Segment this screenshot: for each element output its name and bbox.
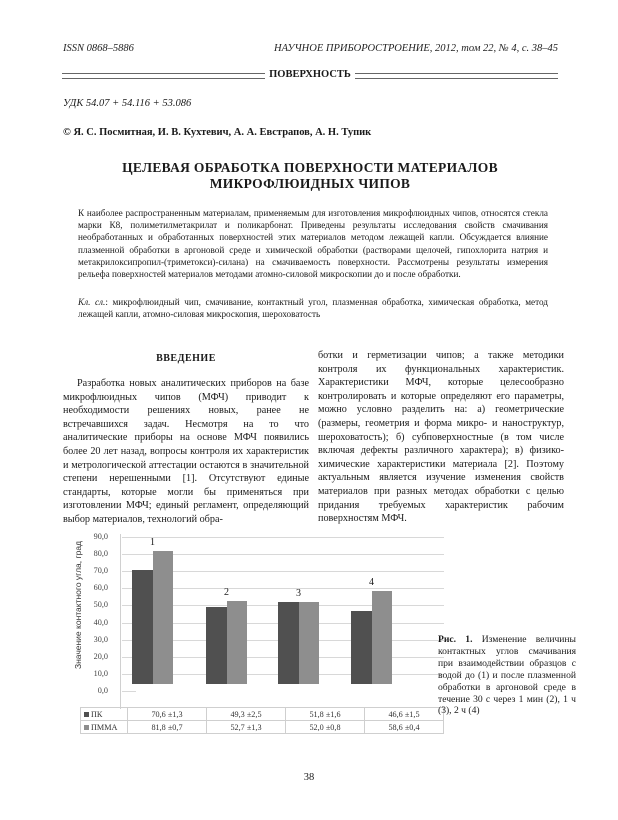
y-tick: 0,0 [97,686,108,695]
bar-pmma-4 [372,591,393,684]
gridline-zero [122,691,136,692]
legend-pmma: ПММА [81,721,128,734]
authors: © Я. С. Посмитная, И. В. Кухтевич, А. А. Евстрапов, А. Н. Тупик [63,127,372,138]
y-axis-label: Значение контактного угла, град [73,540,83,670]
table-cell: 52,7 ±1,3 [207,721,286,734]
keywords-label: Кл. сл. [78,297,106,307]
group-label: 2 [224,586,229,598]
bar-pmma-1 [153,551,174,684]
figure-label: Рис. 1. [438,634,473,645]
figure-caption [438,634,576,717]
table-cell: 49,3 ±2,5 [207,708,286,721]
section-title: ПОВЕРХНОСТЬ [265,69,355,80]
table-cell: 70,6 ±1,3 [128,708,207,721]
intro-paragraph-right: ботки и герметизации чипов; а также методики контроля их функциональных характеристик. Характеристики МФЧ, которые целесообразно контролировать и которые определяют его параметры, можно условно разделить на: а) геометрические (размеры, геометрия и форма микро- и наноструктур, шероховатость); б) субповерхностные (в том числе включая дефекты различного характера); в) физико-химические характеристики материала [2]. Поэтому актуальным является изучение изменения свойств материалов при разных методах обработки с целью придания требуемых характеристик рабочим поверхностям МФЧ. [318,350,564,525]
chart-data-table [80,707,444,734]
y-tick: 90,0 [93,532,108,541]
gridline [122,537,444,538]
group-label: 4 [369,576,374,588]
y-tick: 60,0 [93,583,108,592]
bar-pk-3 [278,602,299,684]
plot-area-border [120,534,121,709]
intro-right-column [318,349,564,526]
table-cell: 52,0 ±0,8 [286,721,365,734]
title-line-1: ЦЕЛЕВАЯ ОБРАБОТКА ПОВЕРХНОСТИ МАТЕРИАЛОВ [122,160,498,175]
bar-pk-1 [132,570,153,684]
paper-title [60,160,560,192]
abstract: К наиболее распространенным материалам, применяемым для изготовления микрофлюидных чипов, относятся стекла марки К8, полиметилметакрилат и поликарбонат. Приведены результаты исследования свойств смачивания необработанных и обработанных поверхностей этих материалов методом лежащей капли. Обсуждается влияние плазменной обработки в аргоновой среде и химической обработки (растворами щелочей, гипохлорита натрия и метакрилоксипропил-(триметокси)-силана) на смачиваемость поверхности. Рассмотрены результаты измерения рельефа поверхностей материалов методами атомно-силовой микроскопии до и после обработки. [78,208,548,280]
bar-pk-2 [206,607,227,684]
y-tick: 70,0 [93,566,108,575]
table-cell: 81,8 ±0,7 [128,721,207,734]
contact-angle-chart [70,530,450,740]
udk: УДК 54.07 + 54.116 + 53.086 [63,98,192,109]
table-cell: 46,6 ±1,5 [365,708,444,721]
legend-swatch-pk [84,712,89,717]
y-tick: 80,0 [93,549,108,558]
y-tick: 20,0 [93,652,108,661]
legend-pk: ПК [81,708,128,721]
title-line-2: МИКРОФЛЮИДНЫХ ЧИПОВ [209,176,411,191]
table-row [81,721,444,734]
y-tick: 10,0 [93,669,108,678]
legend-swatch-pmma [84,725,89,730]
y-tick: 50,0 [93,600,108,609]
intro-paragraph-left: Разработка новых аналитических приборов на базе микрофлюидных чипов (МФЧ) приводит к необходимости решениях новых, ранее не встречавшихся задач. Несмотря на то что аналитические приборы на основе МФЧ появились более 20 лет назад, вопросы контроля их характеристик и метрологической аттестации остаются в значительной степени нерешенными [1]. Отсутствуют единые стандарты, которые могли бы применяться при изготовлении МФЧ; единый регламент, определяющий выбор материалов, технологий обра- [63,378,309,525]
page-number: 38 [303,772,315,783]
group-label: 3 [296,588,301,600]
group-label: 1 [150,537,155,549]
keywords-text: : микрофлюидный чип, смачивание, контактный угол, плазменная обработка, химическая обработка, метод лежащей капли, атомно-силовая микроскопия, шероховатость [78,297,548,320]
table-cell: 51,8 ±1,6 [286,708,365,721]
table-cell: 58,6 ±0,4 [365,721,444,734]
journal-citation: НАУЧНОЕ ПРИБОРОСТРОЕНИЕ, 2012, том 22, № 4, с. 38–45 [274,43,558,54]
y-tick: 30,0 [93,635,108,644]
intro-left-column [63,377,309,527]
keywords [78,296,548,320]
bar-pmma-3 [299,602,320,684]
caption-text: Изменение величины контактных углов смачивания при взаимодействии образцов с водой до (1) и после плазменной обработки в аргоновой среде в течение 30 с через 1 мин (2), 1 ч (3), 2 ч (4) [438,634,576,717]
issn: ISSN 0868–5886 [63,43,134,54]
intro-heading: ВВЕДЕНИЕ [156,353,216,364]
bar-pk-4 [351,611,372,684]
table-row [81,708,444,721]
bar-pmma-2 [227,601,248,684]
y-tick: 40,0 [93,618,108,627]
section-rule [62,70,558,82]
